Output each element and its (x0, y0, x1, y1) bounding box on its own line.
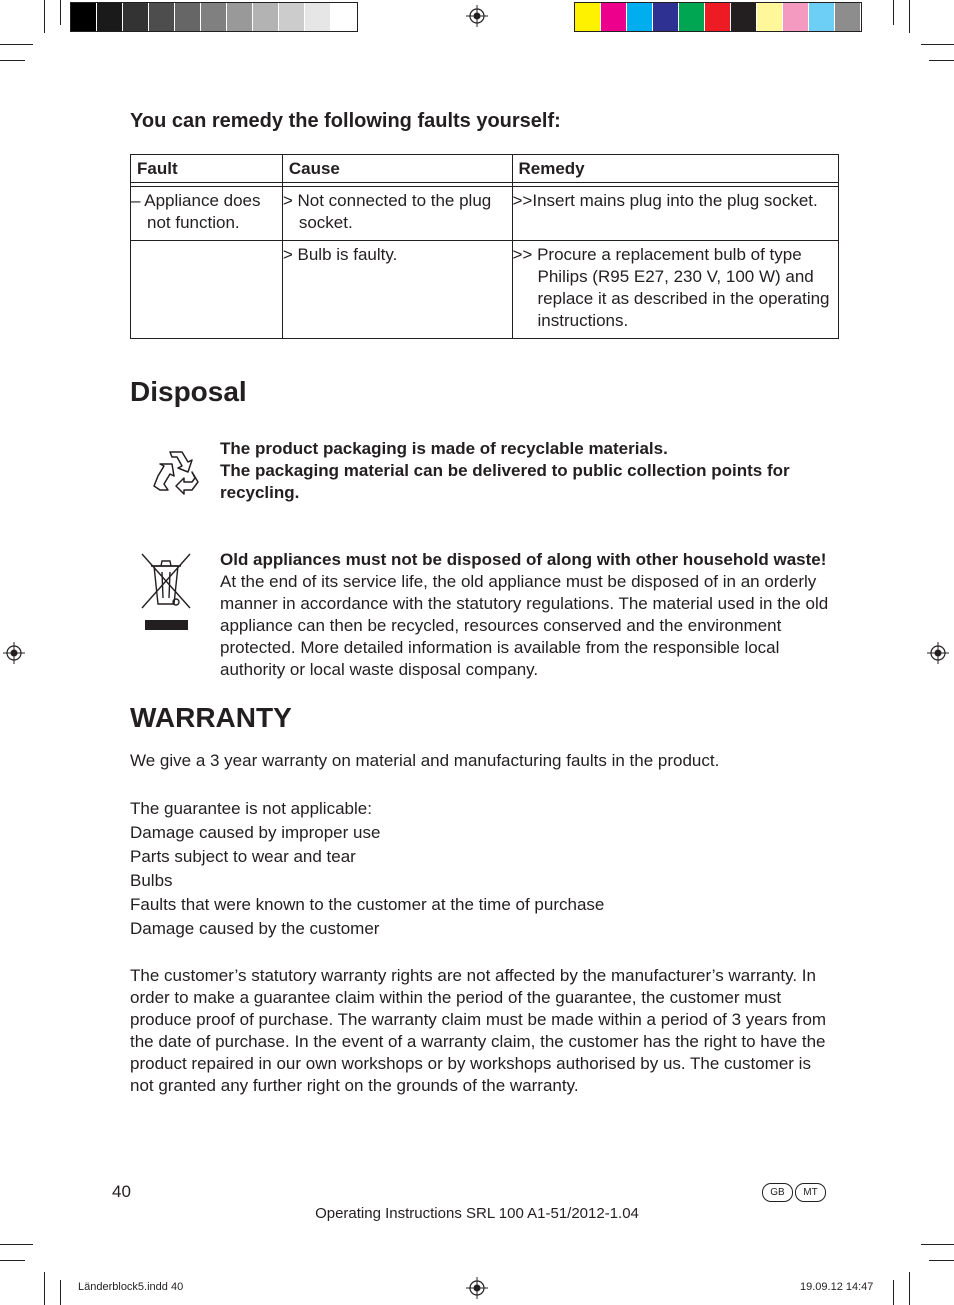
list-item: Damage caused by improper use (130, 823, 381, 842)
packaging-line-2: The packaging material can be delivered to public collection points for recycling. (220, 461, 790, 502)
color-swatch (731, 3, 757, 31)
color-swatch (809, 3, 835, 31)
crop-mark (921, 44, 954, 45)
doc-reference: Operating Instructions SRL 100 A1-51/2012-1.04 (315, 1205, 639, 1222)
cause-cell: > Bulb is faulty. (282, 245, 398, 264)
header-fault: Fault (131, 155, 283, 183)
warranty-intro: We give a 3 year warranty on material and manufacturing faults in the product. (130, 751, 720, 770)
header-cause: Cause (282, 155, 512, 183)
color-swatch (783, 3, 809, 31)
color-swatch (705, 3, 731, 31)
color-swatch (575, 3, 601, 31)
packaging-text (220, 438, 820, 504)
crop-mark (909, 1272, 910, 1305)
list-item: Bulbs (130, 871, 173, 890)
registration-mark-icon (927, 642, 949, 664)
faults-table (130, 154, 839, 339)
registration-mark-icon (466, 1277, 488, 1299)
page-number: 40 (112, 1182, 131, 1201)
gray-swatch (201, 3, 227, 31)
recycle-icon (150, 446, 202, 498)
crop-mark (44, 1272, 45, 1305)
warranty-heading: WARRANTY (130, 702, 292, 733)
gray-swatch (305, 3, 331, 31)
old-appliances-body: At the end of its service life, the old appliance must be disposed of in an orderly manner in accordance with the statutory regulations. The material used in the old appliance can then be recycled, resources conserved and the environment protected. More detailed information is available from the responsible local authority or local waste disposal company. (220, 572, 829, 679)
fault-cell (131, 241, 282, 250)
crop-mark (0, 1260, 25, 1261)
table-row (131, 241, 839, 339)
crop-mark (0, 44, 33, 45)
table-header-row (131, 155, 839, 183)
color-swatch (601, 3, 627, 31)
header-remedy: Remedy (512, 155, 839, 183)
crop-mark (0, 60, 25, 61)
gray-swatch (331, 3, 357, 31)
gray-swatch (149, 3, 175, 31)
color-swatch (835, 3, 861, 31)
slug-date: 19.09.12 14:47 (800, 1281, 874, 1293)
cause-cell: > Not connected to the plug socket. (282, 191, 492, 232)
list-item: Parts subject to wear and tear (130, 847, 356, 866)
color-swatch (627, 3, 653, 31)
gray-swatch (253, 3, 279, 31)
list-item: Damage caused by the customer (130, 919, 380, 938)
color-swatch (653, 3, 679, 31)
badge-gb: GB (762, 1183, 793, 1202)
crop-mark (0, 1244, 33, 1245)
gray-swatch (71, 3, 97, 31)
warranty-rights: The customer’s statutory warranty rights are not affected by the manufacturer’s warranty. In order to make a guarantee claim within the period of the guarantee, the customer must produce proof of purchase. The warranty claim must be made within a period of 3 years from the date of purchase. In the event of a warranty claim, the customer has the right to have the product repaired in our own workshops or by workshops authorised by us. The customer is not granted any further right on the grounds of the warranty. (130, 966, 827, 1095)
table-row (131, 187, 839, 241)
packaging-line-1: The product packaging is made of recyclable materials. (220, 439, 668, 458)
old-appliances-bold: Old appliances must not be disposed of along with other household waste! (220, 550, 827, 569)
crop-mark (60, 1280, 61, 1305)
color-swatch (757, 3, 783, 31)
registration-mark-icon (466, 5, 488, 27)
gray-swatch (279, 3, 305, 31)
fault-cell: – Appliance does not function. (131, 191, 261, 232)
gray-swatch (227, 3, 253, 31)
old-appliances-text (220, 549, 832, 681)
list-item: Faults that were known to the customer at the time of purchase (130, 895, 605, 914)
crop-mark (921, 1244, 954, 1245)
remedy-cell: >>Insert mains plug into the plug socket. (512, 191, 818, 210)
process-color-bar (574, 2, 862, 32)
disposal-heading: Disposal (130, 376, 247, 407)
crossed-bin-icon (138, 552, 194, 632)
crop-mark (893, 1280, 894, 1305)
registration-mark-icon (3, 642, 25, 664)
crop-mark (909, 0, 910, 33)
gray-color-bar (70, 2, 358, 32)
crop-mark (929, 60, 954, 61)
gray-swatch (123, 3, 149, 31)
faults-heading: You can remedy the following faults yourself: (130, 110, 561, 132)
warranty-not-applicable: The guarantee is not applicable: (130, 799, 372, 818)
crop-mark (44, 0, 45, 33)
remedy-cell: >> Procure a replacement bulb of type Philips (R95 E27, 230 V, 100 W) and replace it as described in the operating instructions. (512, 245, 830, 330)
gray-swatch (97, 3, 123, 31)
crop-mark (893, 0, 894, 25)
crop-mark (929, 1260, 954, 1261)
color-swatch (679, 3, 705, 31)
slug-file: Länderblock5.indd 40 (78, 1281, 184, 1293)
badge-mt: MT (795, 1183, 826, 1202)
gray-swatch (175, 3, 201, 31)
crop-mark (60, 0, 61, 25)
